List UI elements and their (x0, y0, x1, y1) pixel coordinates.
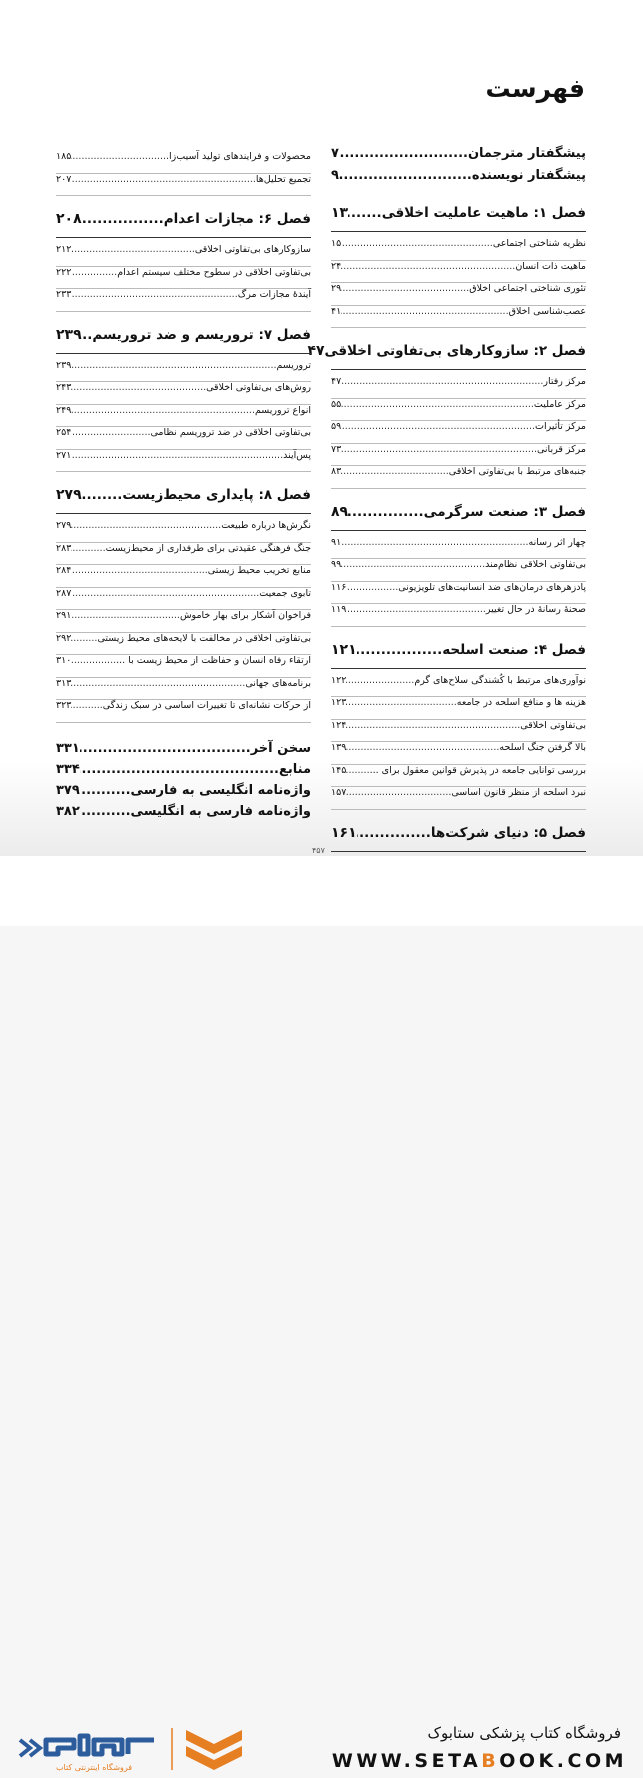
dot-leader (71, 405, 255, 416)
toc-entry[interactable] (56, 633, 311, 656)
dot-leader (346, 742, 499, 753)
entry-page-number: ۷ (331, 146, 339, 161)
toc-entry[interactable] (331, 559, 586, 582)
store-name: فروشگاه کتاب پزشکی ستابوک (427, 1724, 621, 1742)
toc-left-column (56, 151, 311, 825)
dot-leader (80, 783, 131, 798)
entry-page-number: ۲۱۲ (56, 244, 72, 255)
dot-leader (71, 588, 259, 599)
entry-page-number: ۱۲۴ (331, 719, 347, 731)
dot-leader (357, 642, 443, 658)
dot-leader (339, 146, 468, 161)
dot-leader (339, 168, 472, 183)
toc-heading-entry[interactable] (331, 146, 586, 168)
page-title: فهرست (485, 74, 585, 103)
entry-page-number: ۲۴۳ (56, 382, 72, 393)
entry-page-number: ۲۳۹ (56, 326, 82, 343)
entry-title: فصل ۳: صنعت سرگرمی (423, 503, 586, 520)
toc-entry[interactable] (56, 360, 311, 383)
toc-heading-entry[interactable] (56, 762, 311, 783)
toc-entry[interactable] (331, 697, 586, 720)
entry-title: منابع (279, 761, 311, 777)
toc-entry[interactable] (56, 700, 311, 723)
entry-title: واژه‌نامه فارسی به انگلیسی (130, 803, 311, 819)
entry-page-number: ۱۱۶ (331, 581, 347, 593)
entry-page-number: ۹۹ (331, 559, 342, 570)
toc-entry[interactable] (56, 610, 311, 633)
toc-entry[interactable] (56, 543, 311, 566)
entry-title: سازوکارهای بی‌تفاوتی اخلاقی (194, 244, 311, 255)
entry-title: مرکز تأثیرات (535, 421, 586, 432)
page-number: ۴۵۷ (312, 846, 325, 855)
toc-entry[interactable] (331, 537, 586, 560)
dot-leader (341, 238, 493, 249)
entry-title: بررسی توانایی جامعه در پذیرش قوانین معقول برای ... (369, 764, 586, 776)
entry-title: بی‌تفاوتی اخلاقی در مخالفت با لایحه‌های محیط زیستی (97, 632, 311, 644)
entry-title: مرکز قربانی (537, 443, 586, 455)
dot-leader (71, 610, 180, 621)
entry-title: بی‌تفاوتی اخلاقی در ضد تروریسم نظامی (150, 427, 311, 438)
entry-page-number: ۲۰۸ (56, 211, 82, 227)
toc-entry[interactable] (331, 238, 586, 261)
store-footer (0, 856, 643, 1772)
toc-entry[interactable] (331, 421, 586, 444)
dot-leader (71, 633, 97, 644)
toc-entry[interactable] (331, 399, 586, 422)
entry-page-number: ۳۱۰ (56, 655, 72, 666)
toc-entry[interactable] (56, 244, 311, 267)
entry-title: مرکز رفتار (543, 376, 586, 387)
entry-page-number: ۲۹ (331, 283, 342, 294)
dot-leader (341, 466, 449, 477)
dot-leader (348, 205, 382, 221)
entry-page-number: ۴۱ (331, 305, 342, 317)
entry-page-number: ۲۷۹ (56, 520, 72, 531)
entry-title: پس‌آیند (283, 449, 311, 461)
toc-entry[interactable] (56, 427, 311, 450)
entry-title: تابوی جمعیت (259, 587, 311, 599)
entry-title: تئوری شناختی اجتماعی اخلاق (469, 283, 586, 294)
entry-page-number: ۲۴ (331, 260, 342, 272)
toc-entry[interactable] (56, 289, 311, 312)
dot-leader (346, 787, 451, 798)
entry-page-number: ۲۷۱ (56, 449, 72, 461)
toc-entry[interactable] (331, 261, 586, 284)
dot-leader (346, 582, 398, 593)
entry-page-number: ۵۵ (331, 398, 342, 410)
store-url-link[interactable]: WWW.SETABOOK.COM (331, 1750, 627, 1772)
logo-tagline: فروشگاه اینترنتی کتاب (56, 1763, 133, 1772)
entry-page-number: ۸۳ (331, 466, 342, 477)
entry-page-number: ۴۷ (307, 343, 325, 359)
entry-page-number: ۳۳۱ (56, 740, 80, 756)
entry-title: فصل ۱: ماهیت عاملیت اخلاقی (381, 205, 586, 221)
entry-page-number: ۱۵۷ (331, 787, 347, 798)
toc-entry[interactable] (331, 765, 586, 788)
toc-entry[interactable] (56, 151, 311, 174)
toc-entry[interactable] (331, 787, 586, 810)
dot-leader (346, 604, 486, 615)
entry-page-number: ۲۵۴ (56, 427, 72, 438)
dot-leader (346, 697, 456, 708)
chapter-entry[interactable] (331, 825, 586, 852)
entry-title: نوآوری‌های مرتبط با کُشندگی سلاح‌های گرم (414, 674, 586, 686)
entry-page-number: ۲۰۷ (56, 173, 72, 185)
entry-title: جنبه‌های مرتبط با بی‌تفاوتی اخلاقی (448, 466, 586, 477)
toc-entry[interactable] (56, 174, 311, 197)
dot-leader (80, 741, 251, 756)
entry-title: صحنهٔ رسانهٔ در حال تغییر (485, 604, 586, 615)
dot-leader (71, 267, 117, 278)
dot-leader (348, 504, 424, 520)
dot-leader (346, 675, 414, 686)
dot-leader (80, 762, 279, 777)
entry-title: عصب‌شناسی اخلاق (508, 305, 586, 317)
entry-page-number: ۲۸۳ (56, 542, 72, 554)
toc-entry[interactable] (56, 520, 311, 543)
dot-leader (71, 678, 245, 689)
dot-leader (71, 244, 195, 255)
dot-leader (341, 421, 535, 432)
toc-heading-entry[interactable] (331, 168, 586, 190)
entry-title: تجمیع تحلیل‌ها (255, 173, 311, 185)
dot-leader (71, 174, 256, 185)
entry-page-number: ۵۹ (331, 421, 342, 432)
entry-title: تروریسم (276, 359, 311, 371)
entry-title: فصل ۵: دنیای شرکت‌ها (430, 824, 586, 841)
toc-entry[interactable] (331, 675, 586, 698)
dot-leader (341, 559, 485, 570)
entry-title: پادزهرهای درمان‌های ضد انسانیت‌های تلویزیونی (398, 581, 586, 593)
entry-title: نبرد اسلحه از منظر قانون اساسی (451, 787, 586, 798)
entry-title: نگرش‌ها درباره طبیعت (221, 520, 311, 531)
entry-page-number: ۲۷۹ (56, 487, 82, 503)
entry-page-number: ۱۶۱ (331, 824, 357, 841)
dot-leader (346, 765, 369, 776)
entry-page-number: ۱۱۹ (331, 604, 347, 615)
dot-leader (71, 151, 169, 162)
dot-leader (357, 825, 431, 841)
chapter-entry[interactable] (56, 211, 311, 238)
entry-page-number: ۴۷ (331, 376, 342, 387)
toc-entry[interactable] (331, 582, 586, 605)
entry-title: مرکز عاملیت (533, 398, 586, 410)
entry-page-number: ۸۹ (331, 503, 349, 520)
dot-leader (71, 427, 150, 438)
dot-leader (71, 565, 207, 576)
entry-title: بالا گرفتن جنگ اسلحه (499, 742, 586, 753)
entry-title: واژه‌نامه انگلیسی به فارسی (130, 782, 311, 798)
toc-entry[interactable] (331, 444, 586, 467)
entry-page-number: ۲۳۳ (56, 289, 72, 300)
toc-heading-entry[interactable] (56, 783, 311, 804)
dot-leader (82, 211, 164, 227)
toc-entry[interactable] (331, 466, 586, 489)
dot-leader (341, 537, 528, 548)
entry-title: انواع تروریسم (254, 404, 311, 416)
entry-title: هزینه ها و منافع اسلحه در جامعه (456, 697, 586, 708)
entry-title: منابع تخریب محیط زیستی (207, 565, 311, 576)
dot-leader (341, 261, 515, 272)
logo-wordmark-shape (46, 1736, 154, 1754)
entry-page-number: ۳۲۳ (56, 700, 72, 711)
entry-page-number: ۲۹۲ (56, 632, 72, 644)
dot-leader (341, 376, 543, 387)
entry-page-number: ۱۳۹ (331, 742, 347, 753)
entry-page-number: ۹۱ (331, 536, 342, 548)
dot-leader (71, 700, 102, 711)
entry-page-number: ۳۷۹ (56, 782, 80, 798)
entry-page-number: ۱۵ (331, 238, 342, 249)
entry-title: محصولات و فرایندهای تولید آسیب‌زا (169, 151, 311, 162)
entry-title: فصل ۸: پایداری محیط‌زیست (122, 487, 311, 503)
toc-entry[interactable] (331, 376, 586, 399)
dot-leader (341, 399, 534, 410)
entry-page-number: ۲۴۹ (56, 404, 72, 416)
toc-entry[interactable] (331, 283, 586, 306)
toc-entry[interactable] (56, 588, 311, 611)
entry-title: روش‌های بی‌تفاوتی اخلاقی (206, 382, 311, 393)
entry-title: نظریه شناختی اجتماعی (492, 238, 586, 249)
dot-leader (71, 450, 283, 461)
dot-leader (341, 283, 469, 294)
entry-title: آیندهٔ مجازات مرگ (237, 289, 311, 300)
chevron-icon (20, 1740, 30, 1756)
chapter-entry[interactable] (331, 642, 586, 669)
chapter-entry[interactable] (307, 343, 586, 370)
dot-leader (71, 655, 116, 666)
entry-title: فصل ۷: تروریسم و ضد تروریسم (92, 326, 311, 343)
toc-entry[interactable] (331, 604, 586, 627)
entry-page-number: ۲۲۲ (56, 266, 72, 278)
toc-entry[interactable] (56, 450, 311, 473)
toc-entry[interactable] (331, 306, 586, 329)
entry-title: فصل ۲: سازوکارهای بی‌تفاوتی اخلاقی (324, 343, 586, 359)
entry-title: ارتقاء رفاه انسان و حفاظت از محیط زیست با ... (116, 655, 311, 666)
dot-leader (71, 360, 276, 371)
entry-page-number: ۳۳۴ (56, 761, 80, 777)
entry-page-number: ۱۴۵ (331, 764, 347, 776)
entry-title: جنگ فرهنگی عقیدتی برای طرفداری از محیط‌زیست (105, 542, 311, 554)
toc-entry[interactable] (331, 720, 586, 743)
entry-page-number: ۲۳۹ (56, 359, 72, 371)
setabook-logo[interactable] (14, 1718, 254, 1778)
entry-title: از حرکات نشانه‌ای تا تغییرات اساسی در سبک زندگی (102, 700, 311, 711)
dot-leader (71, 520, 221, 531)
chapter-entry[interactable] (56, 487, 311, 514)
entry-page-number: ۲۸۷ (56, 587, 72, 599)
entry-page-number: ۱۲۱ (331, 641, 357, 658)
dot-leader (341, 306, 508, 317)
toc-entry[interactable] (56, 565, 311, 588)
entry-title: پیشگفتار مترجمان (467, 146, 586, 161)
dot-leader (71, 543, 105, 554)
entry-page-number: ۷۳ (331, 443, 342, 455)
toc-entry[interactable] (56, 678, 311, 701)
entry-page-number: ۲۸۴ (56, 565, 72, 576)
toc-heading-entry[interactable] (56, 741, 311, 762)
chapter-entry[interactable] (331, 205, 586, 232)
entry-title: سخن آخر (250, 740, 311, 756)
toc-entry[interactable] (56, 382, 311, 405)
book-page (0, 0, 643, 856)
entry-page-number: ۳۱۳ (56, 677, 72, 689)
dot-leader (82, 487, 123, 503)
entry-title: بی‌تفاوتی اخلاقی در سطوح مختلف سیستم اعدام (117, 266, 311, 278)
entry-title: فراخوان آشکار برای بهار خاموش (179, 610, 311, 621)
entry-page-number: ۱۳ (331, 205, 349, 221)
entry-title: برنامه‌های جهانی (245, 677, 311, 689)
entry-title: بی‌تفاوتی اخلاقی (520, 719, 586, 731)
entry-title: بی‌تفاوتی اخلاقی نظام‌مند (485, 559, 586, 570)
dot-leader (80, 804, 131, 819)
dot-leader (82, 327, 93, 343)
toc-entry[interactable] (56, 267, 311, 290)
dot-leader (346, 720, 520, 731)
entry-page-number: ۲۹۱ (56, 610, 72, 621)
entry-page-number: ۹ (331, 168, 339, 183)
entry-page-number: ۱۸۵ (56, 151, 72, 162)
entry-title: چهار اثر رسانه (528, 536, 586, 548)
toc-heading-entry[interactable] (56, 804, 311, 825)
entry-title: فصل ۶: مجازات اعدام (163, 211, 311, 227)
entry-title: فصل ۴: صنعت اسلحه (442, 641, 586, 658)
entry-title: ماهیت ذات انسان (515, 260, 586, 272)
dot-leader (341, 444, 537, 455)
entry-page-number: ۱۲۲ (331, 674, 347, 686)
toc-entry[interactable] (56, 405, 311, 428)
chapter-entry[interactable] (331, 504, 586, 531)
entry-page-number: ۱۲۳ (331, 697, 347, 708)
toc-entry[interactable] (331, 742, 586, 765)
chapter-entry[interactable] (56, 327, 311, 354)
entry-title: پیشگفتار نویسنده (471, 168, 586, 183)
entry-page-number: ۳۸۲ (56, 803, 80, 819)
dot-leader (71, 289, 237, 300)
dot-leader (71, 382, 206, 393)
toc-entry[interactable] (56, 655, 311, 678)
